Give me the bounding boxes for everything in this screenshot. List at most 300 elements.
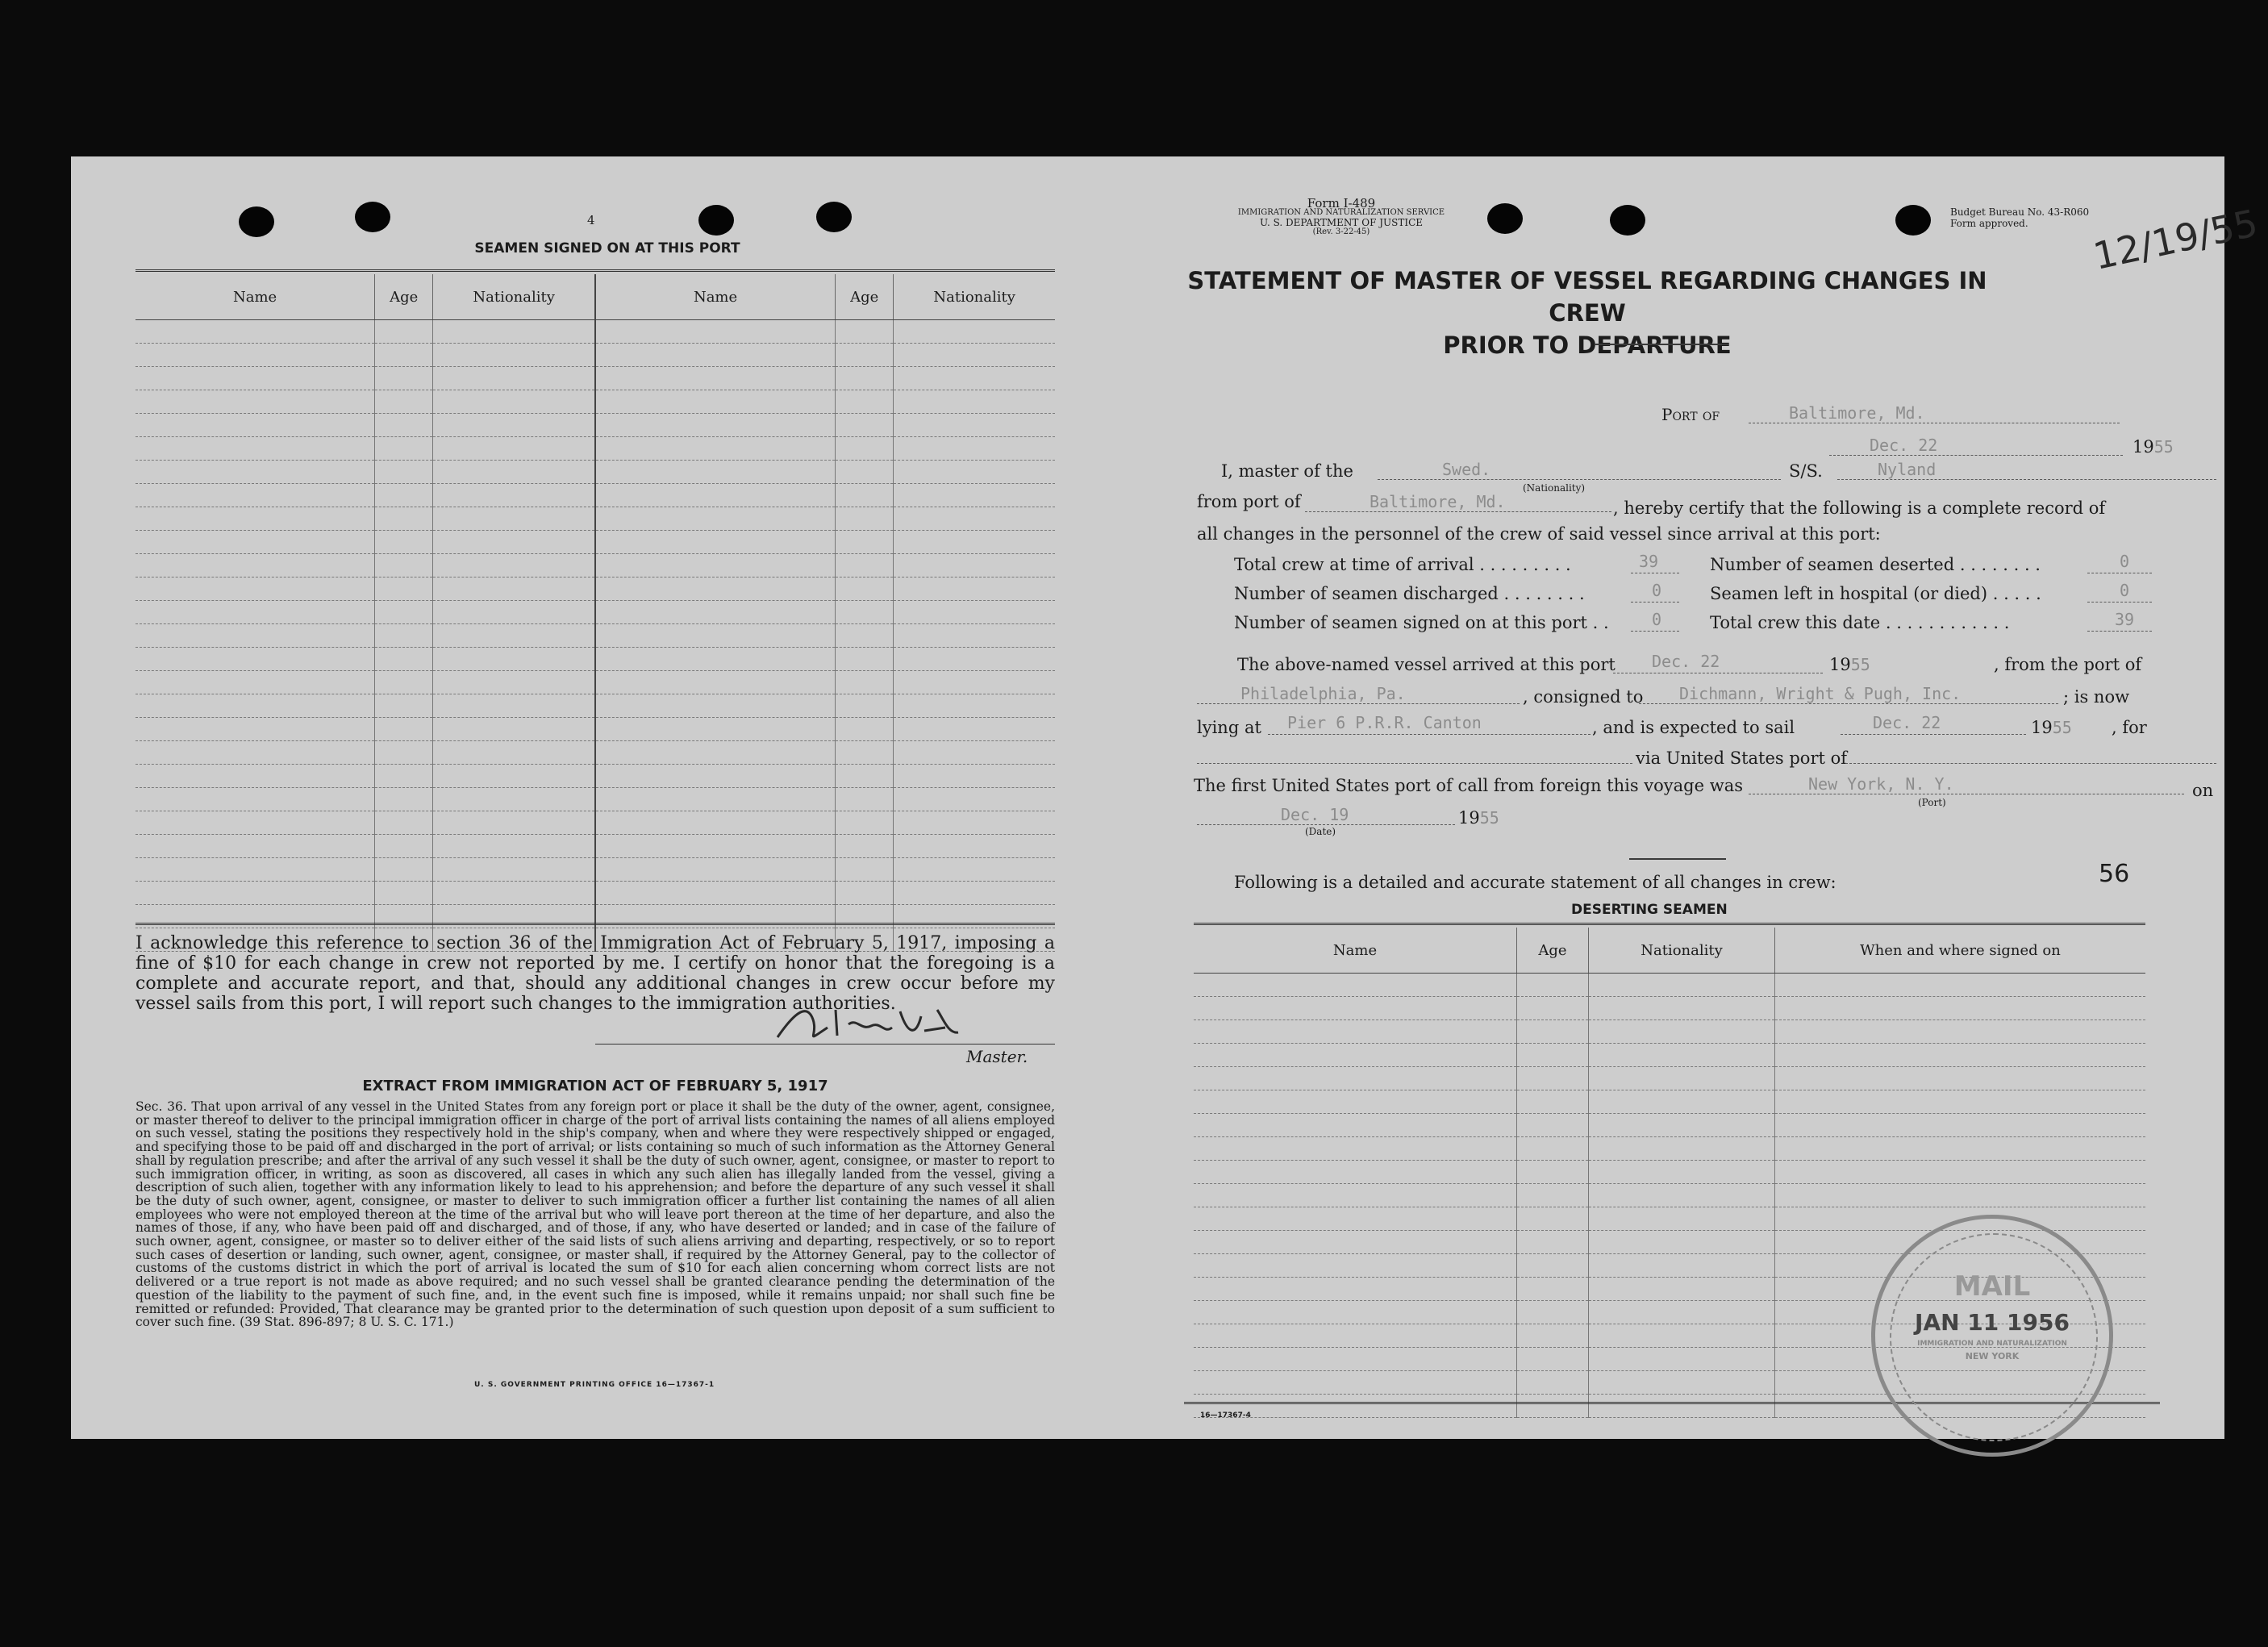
- table-cell: [135, 437, 375, 461]
- table-row: [135, 648, 1055, 671]
- budget-approval: Form approved.: [1950, 218, 2028, 229]
- certify-text: , hereby certify that the following is a complete record of: [1613, 498, 2106, 518]
- prev-port-line: [1197, 703, 1520, 704]
- table-cell: [894, 461, 1055, 484]
- table-cell: [433, 718, 595, 741]
- table-row: [1194, 1067, 2145, 1090]
- table-cell: [433, 694, 595, 718]
- first-port-label: The first United States port of call from foreign this voyage was: [1194, 776, 1744, 795]
- master-signature: [771, 995, 981, 1047]
- table-cell: [595, 437, 836, 461]
- table-row: [135, 741, 1055, 765]
- table-cell: [1517, 1090, 1589, 1114]
- lying-at-value: Pier 6 P.R.R. Canton: [1287, 713, 1482, 732]
- sail-date-line: [1841, 734, 2026, 735]
- table-cell: [894, 414, 1055, 437]
- from-port-line: [1305, 511, 1611, 512]
- table-cell: [894, 694, 1055, 718]
- signed-on-table: [135, 274, 1055, 952]
- table-cell: [836, 414, 894, 437]
- table-cell: [1589, 1371, 1775, 1395]
- table-cell: [595, 624, 836, 648]
- table-cell: [135, 835, 375, 858]
- arrived-year: [1829, 655, 1870, 674]
- port-label: Port of: [1661, 405, 1720, 424]
- table-cell: [375, 577, 433, 601]
- first-port-year: [1458, 808, 1499, 828]
- table-cell: [433, 554, 595, 577]
- table-row: [1194, 1020, 2145, 1044]
- lying-at-line: [1268, 734, 1591, 735]
- ss-value: Nyland: [1878, 460, 1937, 479]
- punch-hole: [816, 202, 852, 232]
- table-cell: [836, 531, 894, 554]
- table-cell: [375, 835, 433, 858]
- year-prefix: 19: [2031, 718, 2053, 737]
- punch-hole: [698, 205, 734, 236]
- year-prefix: 19: [1829, 655, 1851, 674]
- table-cell: [1589, 974, 1775, 997]
- from-port-label: from port of: [1197, 492, 1301, 511]
- nationality-caption: (Nationality): [1523, 482, 1586, 494]
- table-cell: [836, 648, 894, 671]
- table-cell: [836, 577, 894, 601]
- table-cell: [135, 507, 375, 531]
- table-row: [135, 320, 1055, 344]
- year-value: 55: [2153, 437, 2174, 457]
- table-cell: [1517, 1371, 1589, 1395]
- revision: (Rev. 3-22-45): [1312, 227, 1370, 236]
- table-cell: [894, 718, 1055, 741]
- table-cell: [836, 601, 894, 624]
- table-cell: [595, 414, 836, 437]
- table-cell: [1517, 1044, 1589, 1067]
- table-cell: [1194, 1231, 1517, 1254]
- table-row: [135, 671, 1055, 694]
- year-prefix: 19: [2133, 437, 2154, 457]
- year-prefix: 19: [1458, 808, 1480, 828]
- from-port-of-label: , from the port of: [1994, 655, 2142, 674]
- table-cell: [135, 858, 375, 882]
- table-cell: [836, 741, 894, 765]
- table-cell: [135, 741, 375, 765]
- table-header-row: [135, 274, 1055, 320]
- table-row: [1194, 997, 2145, 1020]
- is-now-label: ; is now: [2063, 687, 2130, 707]
- table-cell: [595, 882, 836, 905]
- table-cell: [375, 344, 433, 367]
- consignee-value: Dichmann, Wright & Pugh, Inc.: [1679, 684, 1962, 703]
- table-cell: [135, 601, 375, 624]
- table-cell: [1517, 1324, 1589, 1348]
- table-cell: [135, 320, 375, 344]
- table-row: [135, 554, 1055, 577]
- table-cell: [836, 765, 894, 788]
- table-cell: [135, 765, 375, 788]
- signed-on-rows: [135, 320, 1055, 952]
- punch-hole: [1610, 205, 1645, 236]
- table-cell: [433, 507, 595, 531]
- table-row: [135, 811, 1055, 835]
- printing-code: 16—17367-4: [1200, 1411, 1251, 1420]
- table-cell: [836, 694, 894, 718]
- table-cell: [135, 694, 375, 718]
- table-cell: [1517, 1278, 1589, 1301]
- table-cell: [1589, 1278, 1775, 1301]
- table-row: [135, 344, 1055, 367]
- table-row: [135, 601, 1055, 624]
- table-cell: [433, 858, 595, 882]
- document-sheet: [71, 156, 2262, 1439]
- signed-on-label: Number of seamen signed on at this port . .: [1234, 613, 1609, 632]
- table-row: [1194, 974, 2145, 997]
- table-cell: [894, 531, 1055, 554]
- deserted-value: 0: [2120, 552, 2130, 571]
- count-line: [2087, 631, 2152, 632]
- table-cell: [1517, 1184, 1589, 1207]
- table-header-row: [1194, 928, 2145, 974]
- table-cell: [433, 461, 595, 484]
- table-cell: [595, 741, 836, 765]
- table-cell: [135, 414, 375, 437]
- table-cell: [1517, 1395, 1589, 1418]
- consigned-label: , consigned to: [1523, 687, 1644, 707]
- table-cell: [894, 367, 1055, 390]
- stamp-date: JAN 11 1956: [1915, 1309, 2070, 1336]
- count-line: [1631, 631, 1679, 632]
- table-cell: [375, 811, 433, 835]
- table-cell: [1589, 1114, 1775, 1137]
- table-cell: [433, 437, 595, 461]
- table-cell: [135, 554, 375, 577]
- table-cell: [1194, 1044, 1517, 1067]
- table-cell: [1194, 1184, 1517, 1207]
- discharged-label: Number of seamen discharged . . . . . . . .: [1234, 584, 1585, 603]
- table-cell: [595, 788, 836, 811]
- table-cell: [595, 718, 836, 741]
- year-label: [2133, 437, 2174, 457]
- table-cell: [1589, 1090, 1775, 1114]
- table-cell: [1517, 1161, 1589, 1184]
- table-cell: [135, 811, 375, 835]
- table-row: [1194, 1044, 2145, 1067]
- table-cell: [433, 648, 595, 671]
- table-cell: [1517, 1348, 1589, 1371]
- table-cell: [375, 437, 433, 461]
- table-row: [1194, 1184, 2145, 1207]
- form-title-line2: PRIOR TO DEPARTURE: [1443, 331, 1732, 359]
- table-cell: [894, 671, 1055, 694]
- table-cell: [1589, 1324, 1775, 1348]
- table-cell: [836, 718, 894, 741]
- total-crew-arrival-label: Total crew at time of arrival . . . . . . . . .: [1234, 555, 1571, 574]
- table-cell: [1194, 1090, 1517, 1114]
- table-cell: [433, 601, 595, 624]
- table-cell: [1517, 1114, 1589, 1137]
- table-cell: [1775, 1161, 2146, 1184]
- table-cell: [1517, 1254, 1589, 1278]
- signed-on-title: SEAMEN SIGNED ON AT THIS PORT: [474, 240, 740, 256]
- table-cell: [894, 437, 1055, 461]
- table-cell: [1194, 1137, 1517, 1161]
- table-cell: [375, 461, 433, 484]
- master-of-label: I, master of the: [1221, 461, 1353, 481]
- table-cell: [595, 344, 836, 367]
- table-cell: [894, 484, 1055, 507]
- table-cell: [894, 741, 1055, 765]
- table-cell: [375, 741, 433, 765]
- table-cell: [135, 484, 375, 507]
- stamp-agency: IMMIGRATION AND NATURALIZATION: [1917, 1340, 2067, 1348]
- table-cell: [595, 507, 836, 531]
- table-cell: [595, 577, 836, 601]
- port-caption: (Port): [1918, 797, 1946, 808]
- table-cell: [894, 320, 1055, 344]
- table-cell: [433, 414, 595, 437]
- table-cell: [135, 671, 375, 694]
- deserting-seamen-title: DESERTING SEAMEN: [1571, 902, 1728, 918]
- table-cell: [836, 484, 894, 507]
- table-cell: [433, 484, 595, 507]
- form-number: Form I-489: [1307, 196, 1376, 211]
- table-cell: [836, 835, 894, 858]
- table-row: [1194, 1090, 2145, 1114]
- table-row: [135, 835, 1055, 858]
- table-cell: [375, 601, 433, 624]
- table-cell: [433, 765, 595, 788]
- table-cell: [1775, 1137, 2146, 1161]
- table-cell: [375, 484, 433, 507]
- form-title: [1184, 265, 1991, 361]
- table-cell: [375, 367, 433, 390]
- for-label: , for: [2112, 718, 2147, 737]
- table-cell: [1517, 974, 1589, 997]
- table-cell: [433, 624, 595, 648]
- table-cell: [135, 531, 375, 554]
- table-row: [135, 437, 1055, 461]
- count-line: [1631, 602, 1679, 603]
- table-cell: [595, 858, 836, 882]
- sail-year: [2031, 718, 2072, 737]
- table-row: [135, 461, 1055, 484]
- table-cell: [1589, 1067, 1775, 1090]
- table-cell: [595, 835, 836, 858]
- punch-hole: [239, 206, 274, 237]
- destination-line: [1197, 763, 1632, 764]
- table-cell: [433, 531, 595, 554]
- column-header-name: Name: [1194, 928, 1517, 974]
- column-header-signed-on: When and where signed on: [1775, 928, 2146, 974]
- table-cell: [1589, 1137, 1775, 1161]
- title-underline: [1595, 344, 1728, 345]
- divider: [1194, 923, 2145, 925]
- first-port-value: New York, N. Y.: [1808, 774, 1954, 794]
- table-cell: [135, 461, 375, 484]
- hospital-value: 0: [2120, 581, 2130, 600]
- first-port-year-value: 55: [1479, 808, 1499, 828]
- count-line: [2087, 602, 2152, 603]
- table-cell: [135, 390, 375, 414]
- table-cell: [595, 531, 836, 554]
- table-cell: [1775, 1067, 2146, 1090]
- column-header-nationality: Nationality: [894, 274, 1055, 320]
- first-port-date-line: [1197, 824, 1455, 825]
- via-label: via United States port of: [1636, 748, 1848, 768]
- table-row: [1194, 1114, 2145, 1137]
- table-cell: [433, 577, 595, 601]
- master-label: Master.: [966, 1047, 1028, 1066]
- table-cell: [1589, 1207, 1775, 1231]
- punch-hole: [355, 202, 390, 232]
- table-cell: [836, 437, 894, 461]
- column-header-nationality: Nationality: [433, 274, 595, 320]
- table-cell: [836, 858, 894, 882]
- table-cell: [894, 788, 1055, 811]
- stamp-mail-text: MAIL: [1953, 1270, 2031, 1303]
- table-cell: [135, 367, 375, 390]
- table-row: [135, 624, 1055, 648]
- table-cell: [894, 858, 1055, 882]
- form-header: [1152, 198, 1531, 237]
- table-cell: [1589, 1254, 1775, 1278]
- table-cell: [595, 811, 836, 835]
- table-row: [135, 718, 1055, 741]
- table-cell: [375, 788, 433, 811]
- table-cell: [836, 507, 894, 531]
- table-cell: [135, 648, 375, 671]
- table-cell: [375, 414, 433, 437]
- table-cell: [836, 624, 894, 648]
- expected-label: , and is expected to sail: [1592, 718, 1795, 737]
- table-cell: [433, 741, 595, 765]
- table-cell: [1775, 1020, 2146, 1044]
- table-cell: [595, 320, 836, 344]
- table-cell: [1194, 997, 1517, 1020]
- table-cell: [1775, 1184, 2146, 1207]
- table-row: [135, 484, 1055, 507]
- table-row: [135, 788, 1055, 811]
- column-header-name: Name: [595, 274, 836, 320]
- table-cell: [894, 507, 1055, 531]
- sail-date: Dec. 22: [1873, 713, 1941, 732]
- table-cell: [836, 882, 894, 905]
- table-cell: [1517, 1067, 1589, 1090]
- table-cell: [595, 601, 836, 624]
- table-cell: [1517, 997, 1589, 1020]
- table-cell: [894, 577, 1055, 601]
- table-cell: [595, 461, 836, 484]
- table-cell: [135, 344, 375, 367]
- table-cell: [1775, 1114, 2146, 1137]
- port-value: Baltimore, Md.: [1789, 403, 1925, 423]
- punch-hole: [1895, 205, 1931, 236]
- date-value: Dec. 22: [1870, 436, 1938, 455]
- table-cell: [1517, 1207, 1589, 1231]
- table-cell: [375, 718, 433, 741]
- table-cell: [595, 390, 836, 414]
- handwritten-date: 12/19/55: [2089, 201, 2262, 278]
- total-crew-date-label: Total crew this date . . . . . . . . . . . .: [1710, 613, 2010, 632]
- table-cell: [836, 811, 894, 835]
- table-cell: [433, 390, 595, 414]
- nationality-line: [1378, 479, 1781, 480]
- prev-port-value: Philadelphia, Pa.: [1240, 684, 1406, 703]
- acknowledgement-text: I acknowledge this reference to section 36 of the Immigration Act of February 5, 1917, imposing a fine of $10 for each change in crew not reported by me. I certify on honor that the foregoing is a complete and accurate report, and that, should any additional changes in crew occur before my vessel sails from this port, I will report such changes to the immigration authorities.: [135, 933, 1055, 1014]
- table-cell: [1194, 1020, 1517, 1044]
- column-header-age: Age: [836, 274, 894, 320]
- date-caption: (Date): [1305, 826, 1336, 837]
- certify-text-2: all changes in the personnel of the crew of said vessel since arrival at this port:: [1197, 524, 1881, 544]
- on-label: on: [2192, 781, 2214, 800]
- table-cell: [433, 882, 595, 905]
- total-crew-date-value: 39: [2115, 610, 2135, 629]
- table-cell: [135, 624, 375, 648]
- table-cell: [1194, 1348, 1517, 1371]
- page-number: 4: [587, 213, 595, 227]
- section-divider: [1629, 858, 1726, 860]
- table-cell: [894, 390, 1055, 414]
- table-cell: [1517, 1231, 1589, 1254]
- column-header-name: Name: [135, 274, 375, 320]
- table-cell: [1194, 974, 1517, 997]
- mail-received-stamp: [1871, 1215, 2113, 1457]
- table-cell: [1589, 1184, 1775, 1207]
- table-cell: [135, 882, 375, 905]
- table-cell: [433, 320, 595, 344]
- table-cell: [1589, 1161, 1775, 1184]
- table-cell: [375, 554, 433, 577]
- hospital-label: Seamen left in hospital (or died) . . . . .: [1710, 584, 2041, 603]
- table-cell: [433, 671, 595, 694]
- table-cell: [836, 788, 894, 811]
- arrived-year-value: 55: [1850, 655, 1870, 674]
- table-cell: [1194, 1067, 1517, 1090]
- table-cell: [375, 858, 433, 882]
- table-row: [135, 765, 1055, 788]
- table-cell: [1517, 1137, 1589, 1161]
- table-cell: [135, 788, 375, 811]
- table-cell: [375, 624, 433, 648]
- table-cell: [1194, 1324, 1517, 1348]
- table-cell: [595, 671, 836, 694]
- extract-title: EXTRACT FROM IMMIGRATION ACT OF FEBRUARY 5, 1917: [362, 1078, 828, 1095]
- table-cell: [1589, 997, 1775, 1020]
- table-cell: [375, 507, 433, 531]
- column-header-nationality: Nationality: [1589, 928, 1775, 974]
- table-cell: [894, 811, 1055, 835]
- table-cell: [375, 671, 433, 694]
- table-cell: [1194, 1114, 1517, 1137]
- table-cell: [375, 320, 433, 344]
- table-cell: [894, 624, 1055, 648]
- lying-at-label: lying at: [1197, 718, 1261, 737]
- extract-text: Sec. 36. That upon arrival of any vessel in the United States from any foreign port or place it shall be the duty of the owner, agent, consignee, or master thereof to deliver to the principal immigration officer in charge of the port of arrival lists containing the names of all aliens employed on such vessel, stating the positions they respectively hold in the ship's company, when and where they were respectively shipped or engaged, and specifying those to be paid off and discharged in the port of arrival; or lists containing so much of such information as the Attorney General shall by regulation prescribe; and after the arrival of any such vessel it shall be the duty of such owner, agent, consignee, or master to report to such immigration officer, in writing, as soon as discovered, all cases in which any such alien has illegally landed from the vessel, giving a description of such alien, together with any information likely to lead to his apprehension; and before the departure of any such vessel it shall be the duty of such owner, agent, consignee, or master to deliver to such immigration officer a further list containing the names of all alien employees who were not employed thereon at the time of the arrival but who will leave port thereon at the time of her departure, and also the names of those, if any, who have been paid off and discharged, and of those, if any, who have deserted or landed; and in case of the failure of such owner, agent, consignee, or master so to deliver either of the said lists of such aliens arriving and departing, respectively, or so to report such cases of desertion or landing, such owner, agent, consignee, or master shall, if required by the Attorney General, pay to the collector of customs of the customs district in which the port of arrival is located the sum of $10 for each alien concerning whom correct lists are not delivered or a true report is not made as above required; and no such vessel shall be granted clearance pending the determination of the question of the liability to the payment of such fine, and, in the event such fine is imposed, while it remains unpaid; nor shall such fine be remitted or refunded: Provided, That clearance may be granted prior to the determination of such question upon deposit of a sum sufficient to cover such fine. (39 Stat. 896-897; 8 U. S. C. 171.): [135, 1099, 1055, 1330]
- page-number-56: 56: [2099, 860, 2130, 888]
- table-cell: [1194, 1371, 1517, 1395]
- first-port-date: Dec. 19: [1281, 805, 1349, 824]
- table-cell: [1775, 974, 2146, 997]
- consignee-line: [1639, 703, 2058, 704]
- table-cell: [1194, 1161, 1517, 1184]
- table-row: [135, 531, 1055, 554]
- ss-line: [1837, 479, 2216, 480]
- table-cell: [836, 344, 894, 367]
- date-line: [1829, 455, 2123, 456]
- table-cell: [894, 601, 1055, 624]
- table-cell: [1589, 1301, 1775, 1324]
- table-cell: [1194, 1278, 1517, 1301]
- table-cell: [836, 671, 894, 694]
